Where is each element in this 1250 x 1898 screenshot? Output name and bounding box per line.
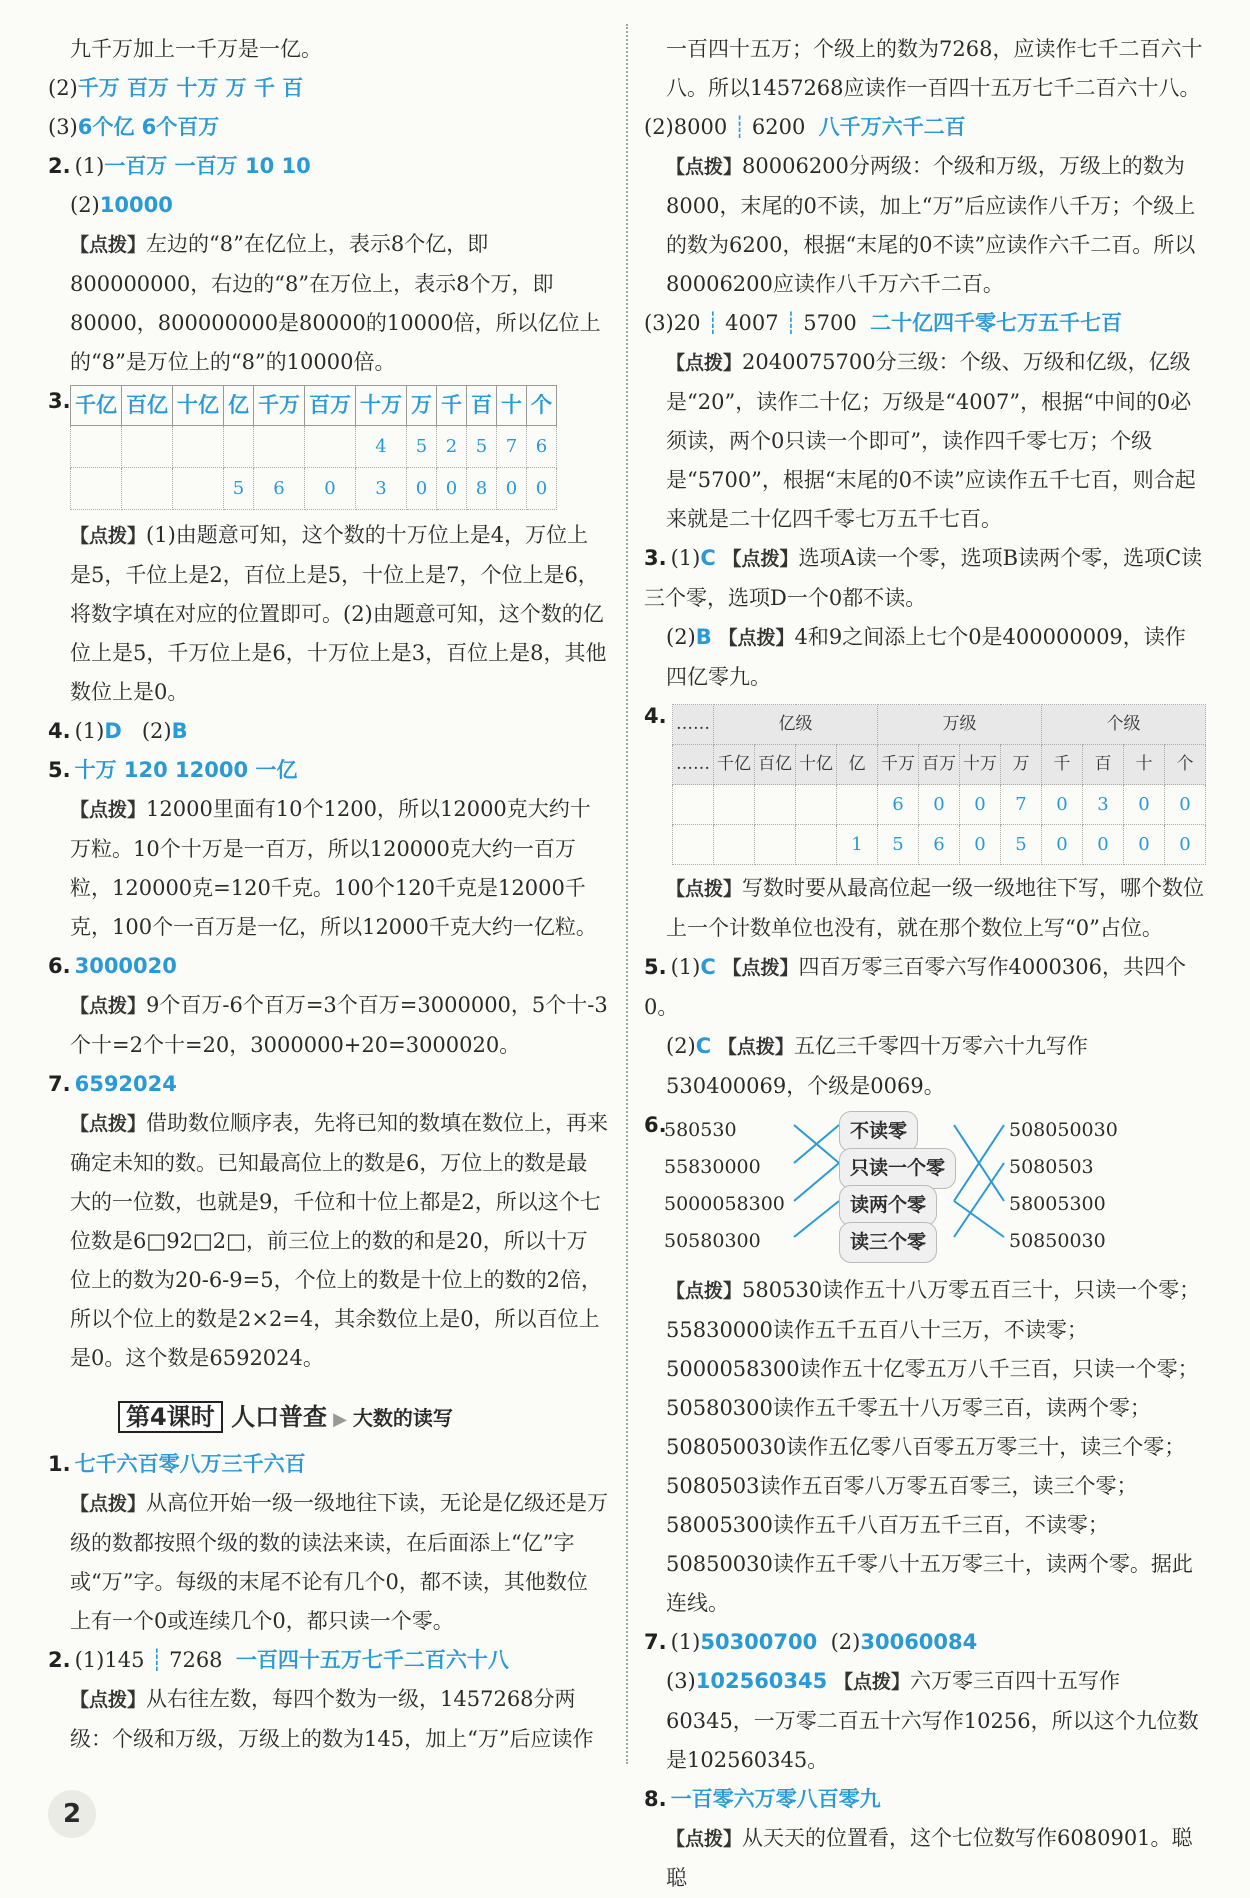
column-header: 个 (1165, 745, 1206, 785)
digit-cell: 1 (837, 825, 878, 865)
digit-cell (122, 468, 173, 510)
answer: B (171, 719, 188, 743)
column-header: 万 (1001, 745, 1042, 785)
lesson-title: 人口普查 (231, 1403, 328, 1431)
digit-cell: 2 (437, 426, 467, 468)
group-header: …… (673, 705, 714, 745)
text-line: 九千万加上一千万是一亿。 (70, 37, 322, 61)
column-header: 千亿 (714, 745, 755, 785)
reading-option: 读两个零 (839, 1185, 937, 1226)
answer: 30060084 (860, 1630, 978, 1654)
digit-cell: 0 (407, 468, 437, 510)
tip-text: 借助数位顺序表，先将已知的数填在数位上，再来确定未知的数。已知最高位上的数是6，万位上的数是最大的一位数，也就是9，千位和十位上都是2，所以这个七位数是6□92□2□，前三位上的数的和是20，所以十万位上的数为20-6-9=5，个位上的数是十位上的数的2倍，所以个位上的数是2×2=4，其余数位上是0，所以百位上是0。这个数是6592024。 (70, 1111, 609, 1370)
column-header: 亿 (837, 745, 878, 785)
column-header: 千万 (878, 745, 919, 785)
tip-tag: 【点拨】 (833, 1671, 910, 1693)
place-header: 千万 (254, 386, 305, 426)
lesson-subtitle: 大数的读写 (352, 1406, 453, 1430)
reading-option: 只读一个零 (839, 1148, 956, 1189)
digit-cell: 4 (356, 426, 407, 468)
answer: 一百零六万零八百零九 (670, 1787, 881, 1811)
answer: B (695, 625, 712, 649)
digit-cell: 6 (919, 825, 960, 865)
tip-text: 580530读作五十八万零五百三十，只读一个零；55830000读作五千五百八十三万，不读零；5000058300读作五十亿零五万八千三百，只读一个零；50580300读作五千零五十八万零三百，读两个零；508050030读作五亿零八百零五万零三十，读三个零；5080503读作五百零八万零五百零三，读三个零；58005300读作五千八百万五千三百，不读零；50850030读作五千零八十五万零三十，读两个零。据此连线。 (666, 1278, 1201, 1615)
digit-cell (673, 785, 714, 825)
label: (2) (70, 193, 100, 217)
tip-tag: 【点拨】 (70, 995, 147, 1017)
answer-line (644, 108, 1204, 147)
blank-value: 8000 (673, 115, 728, 139)
place-header: 个 (527, 386, 557, 426)
label: (2) (644, 115, 674, 139)
tip-paragraph (48, 225, 608, 382)
answer: 10000 (99, 193, 173, 217)
blank-value: 7268 (169, 1648, 223, 1672)
matching-exercise (664, 1111, 1204, 1271)
separator: ┊ (784, 311, 798, 335)
answer: 二十亿四千零七万五千七百 (870, 311, 1123, 335)
answer: 一百万 一百万 10 10 (104, 154, 311, 178)
question-number: 6. (48, 954, 71, 978)
answer-line (48, 69, 608, 108)
tip-paragraph (644, 1271, 1204, 1623)
place-header: 亿 (224, 386, 254, 426)
digit-cell: 0 (527, 468, 557, 510)
digit-cell: 0 (1124, 785, 1165, 825)
answer-line (644, 1662, 1204, 1780)
group-header: 万级 (878, 705, 1042, 745)
right-number: 58005300 (1009, 1193, 1106, 1215)
question-number: 8. (644, 1787, 667, 1811)
tip-tag: 【点拨】 (722, 548, 799, 570)
label: (2) (830, 1630, 861, 1654)
digit-cell: 6 (527, 426, 557, 468)
place-value-table (70, 385, 557, 510)
digit-cell: 0 (305, 468, 356, 510)
label: (2) (666, 1034, 696, 1058)
right-column (644, 30, 1204, 1898)
question-number: 2. (48, 1648, 71, 1672)
digit-cell: 7 (497, 426, 527, 468)
label: (1) (74, 1648, 105, 1672)
digit-cell: 6 (878, 785, 919, 825)
triangle-icon: ▶ (333, 1409, 347, 1430)
digit-cell (714, 825, 755, 865)
digit-cell: 0 (497, 468, 527, 510)
digit-cell (71, 468, 122, 510)
digit-cell: 5 (224, 468, 254, 510)
digit-cell: 7 (1001, 785, 1042, 825)
label: (2) (141, 719, 172, 743)
digit-cell: 0 (1165, 785, 1206, 825)
column-header: 百 (1083, 745, 1124, 785)
tip-text: 四百万零三百零六写作4000306，共四个0。 (644, 955, 1186, 1019)
page-number: 2 (48, 1790, 96, 1838)
group-header: 亿级 (714, 705, 878, 745)
tip-paragraph (48, 1680, 608, 1759)
tip-paragraph (48, 790, 608, 947)
question-3 (644, 539, 1204, 618)
column-header: 百亿 (755, 745, 796, 785)
digit-cell (796, 825, 837, 865)
digit-cell: 0 (960, 825, 1001, 865)
group-header: 个级 (1042, 705, 1206, 745)
label: (1) (74, 719, 105, 743)
question-number: 4. (644, 704, 667, 728)
question-2 (48, 147, 608, 186)
tip-paragraph (48, 986, 608, 1065)
question-5 (644, 948, 1204, 1027)
tip-text: 9个百万-6个百万=3个百万=3000000，5个十-3个十=2个十=20，3000000+20=3000020。 (70, 993, 608, 1057)
text-line: 一百四十五万；个级上的数为7268，应读作七千二百六十八。所以1457268应读作一百四十五万七千二百六十八。 (666, 37, 1203, 100)
tip-tag: 【点拨】 (70, 799, 147, 821)
separator: ┊ (150, 1648, 164, 1672)
tip-text: 从高位开始一级一级地往下读，无论是亿级还是万级的数都按照个级的数的读法来读，在后面添上“亿”字或“万”字。每级的末尾不论有几个0，都不读，其他数位上有一个0或连续几个0，都只读一个零。 (70, 1491, 609, 1633)
blank-value: 5700 (803, 311, 857, 335)
lesson-number: 第4课时 (118, 1401, 223, 1433)
column-header: 百万 (919, 745, 960, 785)
tip-tag: 【点拨】 (70, 234, 147, 256)
column-divider (626, 24, 629, 1764)
b-question-1 (48, 1445, 608, 1484)
tip-text: 五亿三千零四十万零六十九写作530400069，个级是0069。 (666, 1034, 1088, 1098)
tip-paragraph (48, 516, 608, 712)
reading-option: 读三个零 (839, 1222, 937, 1263)
right-number: 50850030 (1009, 1230, 1106, 1252)
tip-text: 4和9之间添上七个0是400000009，读作四亿零九。 (666, 625, 1186, 689)
tip-text: 80006200分两级：个级和万级，万级上的数为8000，末尾的0不读，加上“万”后应读作八千万；个级上的数为6200，根据“末尾的0不读”应读作六千二百。所以80006200应读作八千万六千二百。 (666, 154, 1196, 296)
number-group-table (672, 704, 1206, 865)
digit-cell (254, 426, 305, 468)
right-number: 508050030 (1009, 1119, 1118, 1141)
place-header: 万 (407, 386, 437, 426)
tip-text: 选项A读一个零，选项B读两个零，选项C读三个零，选项D一个0都不读。 (644, 546, 1203, 610)
digit-cell: 0 (1042, 825, 1083, 865)
blank-value: 20 (673, 311, 701, 335)
column-header: …… (673, 745, 714, 785)
column-header: 十亿 (796, 745, 837, 785)
place-header: 十 (497, 386, 527, 426)
tip-tag: 【点拨】 (718, 627, 795, 649)
left-number: 5000058300 (664, 1193, 785, 1215)
answer: 6592024 (74, 1072, 177, 1096)
digit-cell: 3 (1083, 785, 1124, 825)
digit-cell (305, 426, 356, 468)
question-number: 7. (48, 1072, 71, 1096)
tip-text: 从右往左数，每四个数为一级，1457268分两级：个级和万级，万级上的数为145，加上“万”后应读作 (70, 1687, 594, 1751)
tip-tag: 【点拨】 (70, 1113, 147, 1135)
column-header: 千 (1042, 745, 1083, 785)
answer-line (48, 186, 608, 225)
place-header: 千亿 (71, 386, 122, 426)
digit-cell: 0 (1165, 825, 1206, 865)
left-column (48, 30, 608, 1759)
question-6 (48, 947, 608, 986)
label: (2) (48, 76, 78, 100)
answer-line (644, 304, 1204, 343)
tip-text: (1)由题意可知，这个数的十万位上是4，万位上是5，千位上是2，百位上是5，十位上是7，个位上是6，将数字填在对应的位置即可。(2)由题意可知，这个数的亿位上是5，千万位上是6，十万位上是3，百位上是8，其他数位上是0。 (70, 523, 607, 704)
answer: 千万 百万 十万 万 千 百 (77, 76, 304, 100)
answer: 3000020 (74, 954, 177, 978)
digit-cell: 3 (356, 468, 407, 510)
tip-tag: 【点拨】 (717, 1036, 794, 1058)
question-number: 5. (48, 758, 71, 782)
tip-text: 左边的“8”在亿位上，表示8个亿，即800000000，右边的“8”在万位上，表示8个万，即80000，800000000是80000的10000倍，所以亿位上的“8”是万位上的“8”的10000倍。 (70, 232, 601, 374)
place-header: 百万 (305, 386, 356, 426)
tip-tag: 【点拨】 (666, 878, 743, 900)
digit-cell: 0 (1042, 785, 1083, 825)
digit-cell: 6 (254, 468, 305, 510)
digit-cell (673, 825, 714, 865)
place-header: 千 (437, 386, 467, 426)
answer: 七千六百零八万三千六百 (74, 1452, 306, 1476)
digit-cell: 0 (437, 468, 467, 510)
tip-paragraph (48, 1484, 608, 1641)
label: (3) (666, 1669, 696, 1693)
question-number: 2. (48, 154, 71, 178)
answer: 50300700 (700, 1630, 818, 1654)
tip-tag: 【点拨】 (70, 1493, 147, 1515)
tip-text: 2040075700分三级：个级、万级和亿级，亿级是“20”，读作二十亿；万级是“4007”，根据“中间的0必须读，两个0只读一个即可”，读作四千零七万；个级是“5700”，根据“末尾的0不读”应读作五千七百，则合起来就是二十亿四千零七万五千七百。 (666, 350, 1196, 531)
digit-cell: 0 (1124, 825, 1165, 865)
tip-paragraph (644, 343, 1204, 539)
answer: C (695, 1034, 712, 1058)
answer: C (700, 546, 716, 570)
digit-cell (755, 785, 796, 825)
label: (1) (670, 546, 701, 570)
answer-line (644, 618, 1204, 697)
left-number: 55830000 (664, 1156, 761, 1178)
column-header: 十 (1124, 745, 1165, 785)
answer: 6个亿 6个百万 (77, 115, 220, 139)
column-header: 十万 (960, 745, 1001, 785)
question-number: 4. (48, 719, 71, 743)
tip-tag: 【点拨】 (666, 1280, 743, 1302)
tip-paragraph (644, 1819, 1204, 1898)
label: (1) (74, 154, 105, 178)
question-number: 7. (644, 1630, 667, 1654)
tip-paragraph (644, 147, 1204, 304)
question-number: 3. (644, 546, 667, 570)
answer: 一百四十五万七千二百六十八 (235, 1648, 509, 1672)
tip-tag: 【点拨】 (722, 957, 799, 979)
b-question-2 (48, 1641, 608, 1680)
answer: C (700, 955, 716, 979)
tip-tag: 【点拨】 (70, 525, 147, 547)
tip-tag: 【点拨】 (666, 156, 743, 178)
question-8 (644, 1780, 1204, 1819)
reading-option: 不读零 (839, 1111, 918, 1152)
digit-cell: 8 (467, 468, 497, 510)
question-4 (48, 712, 608, 751)
digit-cell (796, 785, 837, 825)
label: (1) (670, 955, 701, 979)
digit-cell (837, 785, 878, 825)
left-number: 50580300 (664, 1230, 761, 1252)
digit-cell (71, 426, 122, 468)
lesson-heading (118, 1398, 608, 1439)
tip-tag: 【点拨】 (666, 1828, 743, 1850)
question-7 (644, 1623, 1204, 1662)
answer-line (48, 108, 608, 147)
question-number: 3. (48, 389, 71, 413)
digit-cell: 0 (960, 785, 1001, 825)
separator: ┊ (733, 115, 746, 139)
answer: D (104, 719, 122, 743)
right-number: 5080503 (1009, 1156, 1094, 1178)
left-number: 580530 (664, 1119, 737, 1141)
tip-paragraph (644, 869, 1204, 948)
digit-cell (122, 426, 173, 468)
question-number: 1. (48, 1452, 71, 1476)
digit-cell: 5 (1001, 825, 1042, 865)
tip-text: 写数时要从最高位起一级一级地往下写，哪个数位上一个计数单位也没有，就在那个数位上写“0”占位。 (666, 876, 1205, 940)
answer: 八千万六千二百 (818, 115, 966, 139)
label: (2) (666, 625, 696, 649)
tip-text: 12000里面有10个1200，所以12000克大约十万粒。10个十万是一百万，所以120000克大约一百万粒，120000克=120千克。100个120千克是12000千克，100个一百万是一亿，所以12000千克大约一亿粒。 (70, 797, 597, 939)
digit-cell (714, 785, 755, 825)
question-number: 6. (644, 1113, 667, 1137)
label: (3) (48, 115, 78, 139)
tip-tag: 【点拨】 (666, 352, 743, 374)
place-header: 百亿 (122, 386, 173, 426)
tip-text: 从天天的位置看，这个七位数写作6080901。聪聪 (666, 1826, 1193, 1890)
label: (1) (670, 1630, 701, 1654)
tip-text: 六万零三百四十五写作60345，一万零二百五十六写作10256，所以这个九位数是102560345。 (666, 1669, 1199, 1772)
digit-cell: 5 (878, 825, 919, 865)
digit-cell: 5 (467, 426, 497, 468)
answer: 十万 120 12000 一亿 (74, 758, 298, 782)
blank-value: 6200 (751, 115, 806, 139)
answer: 102560345 (695, 1669, 828, 1693)
tip-tag: 【点拨】 (70, 1689, 147, 1711)
place-header: 十万 (356, 386, 407, 426)
digit-cell (173, 426, 224, 468)
place-header: 十亿 (173, 386, 224, 426)
digit-cell (173, 468, 224, 510)
digit-cell (224, 426, 254, 468)
blank-value: 4007 (725, 311, 779, 335)
label: (3) (644, 311, 674, 335)
question-5 (48, 751, 608, 790)
place-header: 百 (467, 386, 497, 426)
digit-cell: 0 (1083, 825, 1124, 865)
tip-paragraph (48, 1104, 608, 1378)
separator: ┊ (706, 311, 720, 335)
digit-cell: 0 (919, 785, 960, 825)
question-number: 5. (644, 955, 667, 979)
blank-value: 145 (104, 1648, 145, 1672)
answer-line (644, 1027, 1204, 1106)
digit-cell: 5 (407, 426, 437, 468)
digit-cell (755, 825, 796, 865)
question-7 (48, 1065, 608, 1104)
